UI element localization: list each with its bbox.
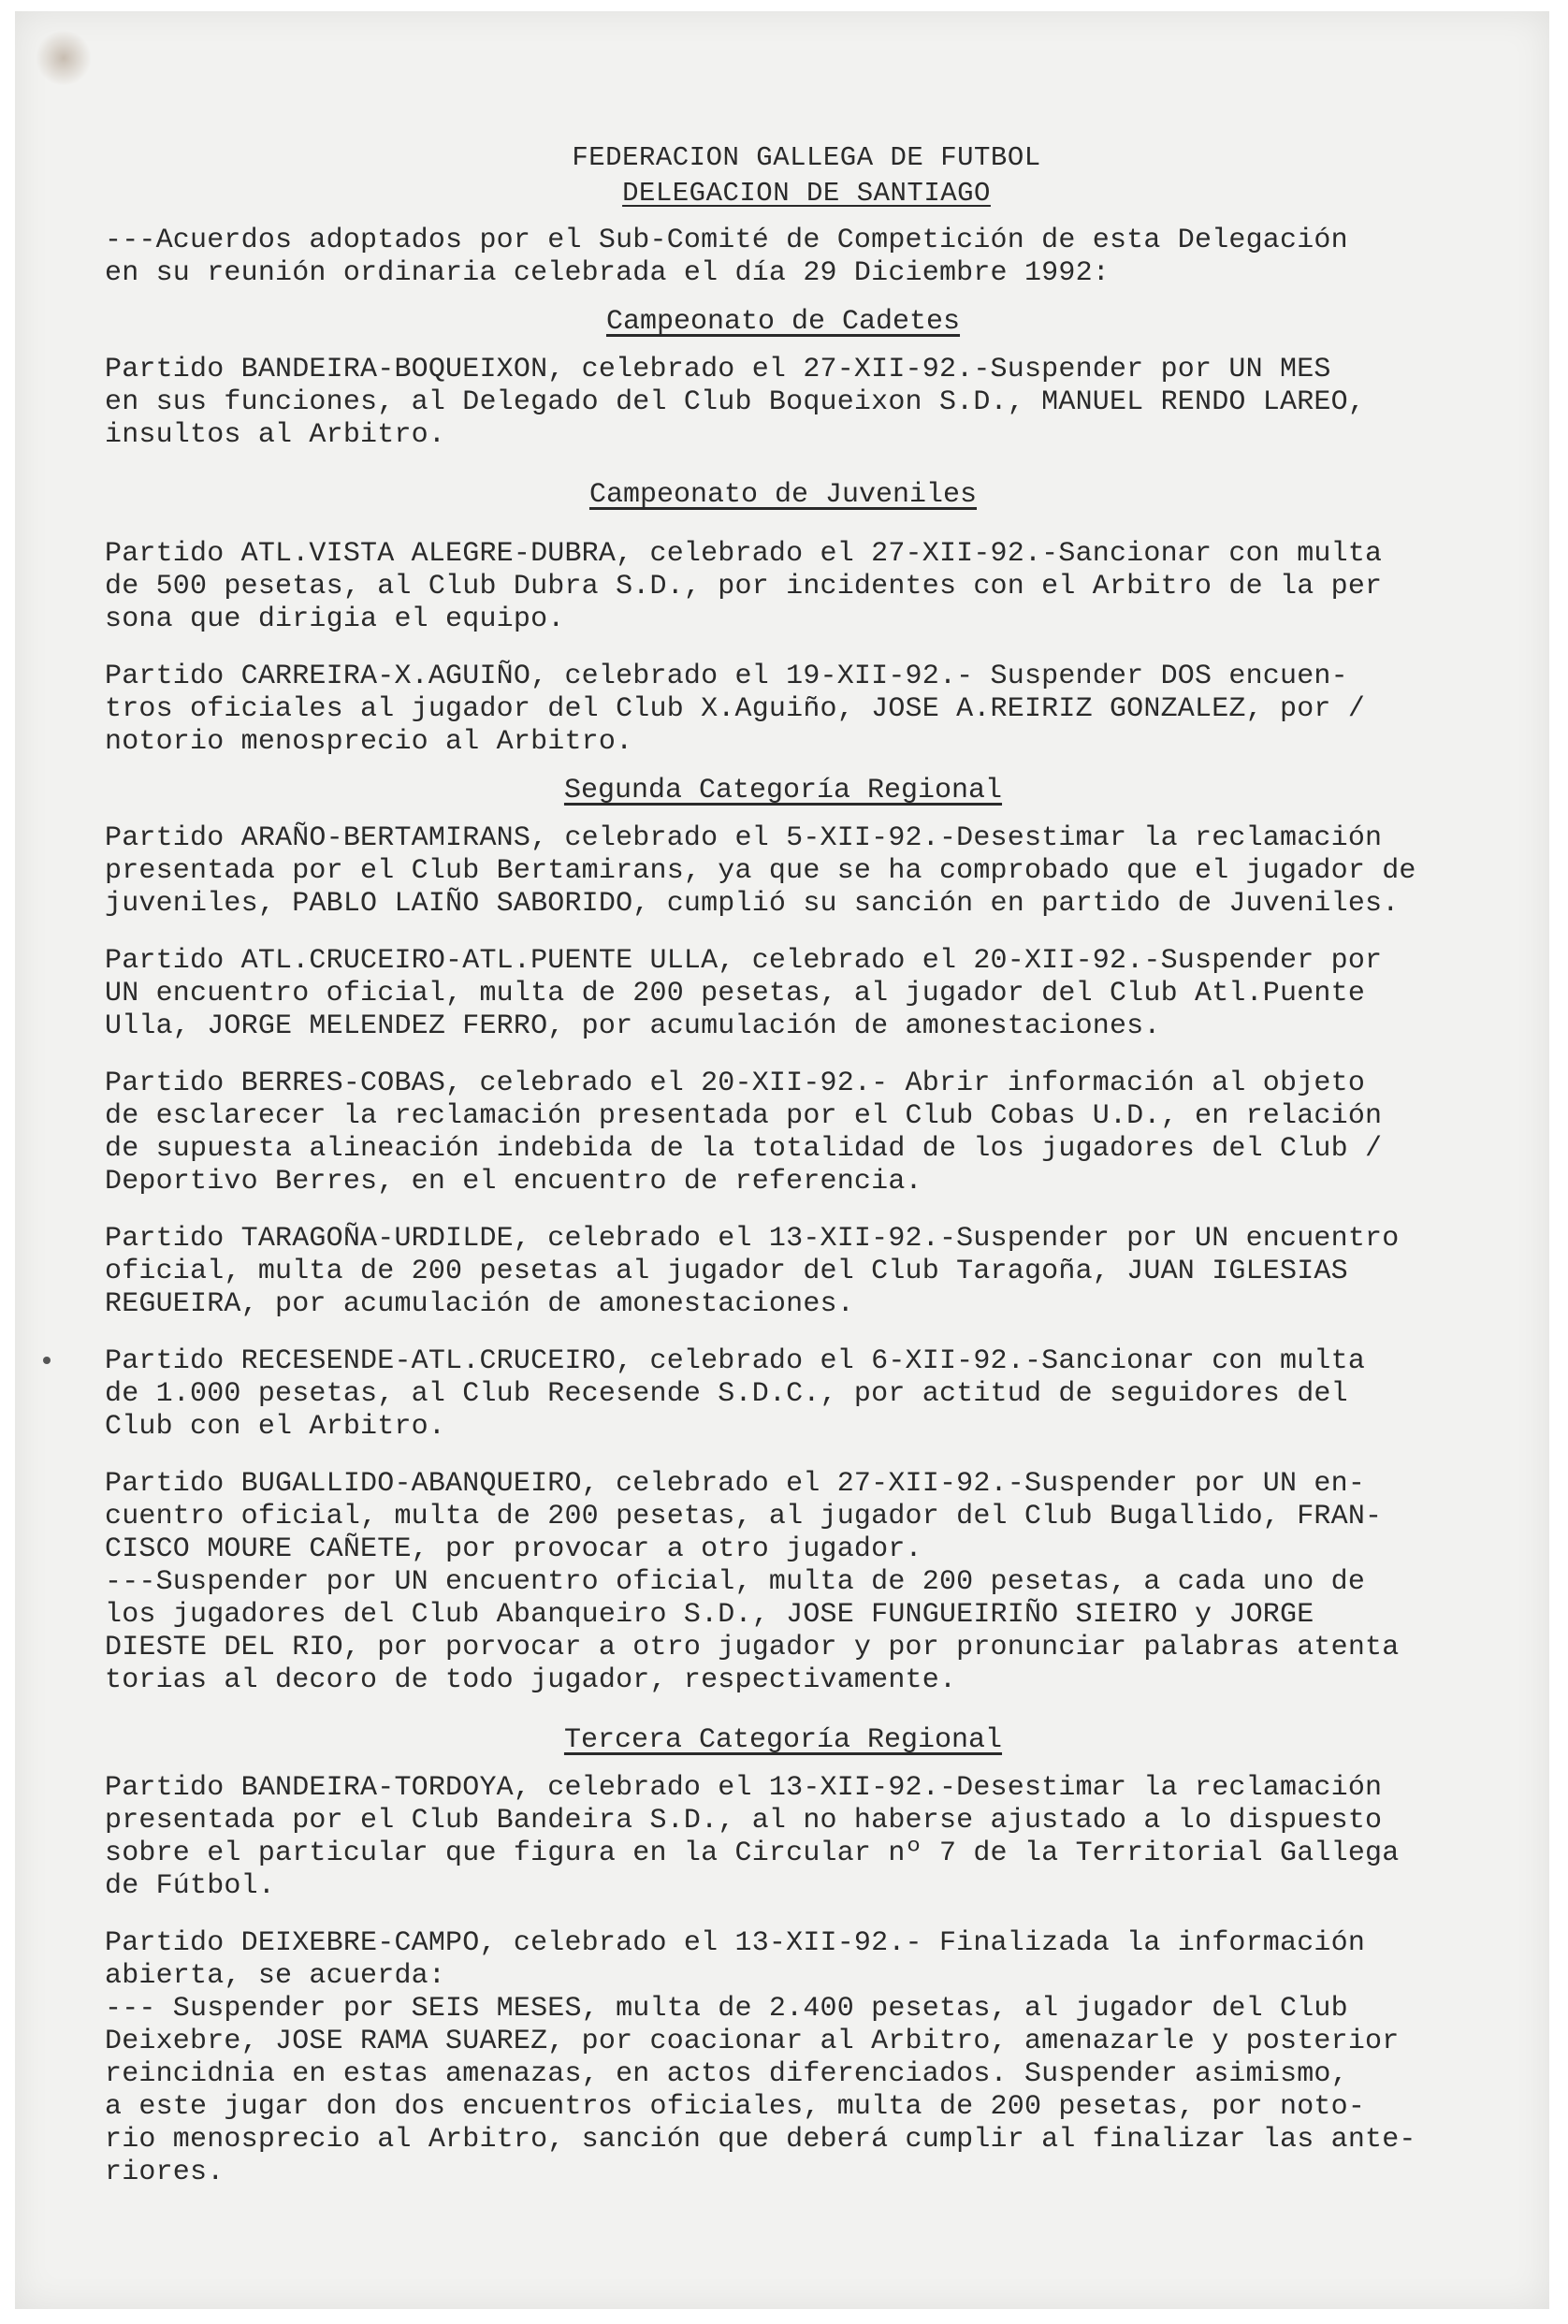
ruling-line: rio menosprecio al Arbitro, sanción que deberá cumplir al finalizar las ante- [105, 2124, 1416, 2156]
ruling-line: notorio menosprecio al Arbitro. [105, 726, 633, 758]
ruling-paragraph [105, 1223, 1564, 1321]
ruling-line: Partido DEIXEBRE-CAMPO, celebrado el 13-XII-92.- Finalizada la información [105, 1927, 1366, 1959]
ruling-line: presentada por el Club Bandeira S.D., al no haberse ajustado a lo dispuesto [105, 1805, 1383, 1837]
ruling-line: de Fútbol. [105, 1870, 276, 1902]
section-heading-juveniles: Campeonato de Juveniles [588, 479, 978, 511]
ruling-line: tros oficiales al jugador del Club X.Aguiño, JOSE A.REIRIZ GONZALEZ, por / [105, 693, 1366, 725]
section-heading-cadetes: Campeonato de Cadetes [605, 306, 961, 338]
ruling-line: Partido ATL.CRUCEIRO-ATL.PUENTE ULLA, celebrado el 20-XII-92.-Suspender por [105, 945, 1383, 977]
header-federation: FEDERACION GALLEGA DE FUTBOL [572, 142, 1041, 173]
ruling-line: de 1.000 pesetas, al Club Recesende S.D.C., por actitud de seguidores del [105, 1378, 1348, 1410]
ruling-line: de supuesta alineación indebida de la totalidad de los jugadores del Club / [105, 1133, 1383, 1165]
ruling-paragraph [105, 1927, 1564, 2189]
document-sheet [15, 11, 1549, 2309]
ruling-line: los jugadores del Club Abanqueiro S.D., JOSE FUNGUEIRIÑO SIEIRO y JORGE [105, 1599, 1314, 1631]
ruling-line: a este jugar don dos encuentros oficiales, multa de 200 pesetas, por noto- [105, 2091, 1366, 2123]
header-delegation: DELEGACION DE SANTIAGO [622, 178, 991, 209]
ruling-line: Partido TARAGOÑA-URDILDE, celebrado el 13-XII-92.-Suspender por UN encuentro [105, 1223, 1400, 1255]
section-heading-segunda: Segunda Categoría Regional [563, 775, 1003, 806]
section-heading-tercera: Tercera Categoría Regional [563, 1724, 1003, 1756]
intro-line: ---Acuerdos adoptados por el Sub-Comité de Competición de esta Delegación [105, 225, 1348, 256]
ruling-line: reincidnia en estas amenazas, en actos diferenciados. Suspender asimismo, [105, 2058, 1348, 2090]
intro-line: en su reunión ordinaria celebrada el día 29 Diciembre 1992: [105, 257, 1110, 289]
ruling-line: en sus funciones, al Delegado del Club Boqueixon S.D., MANUEL RENDO LAREO, [105, 386, 1366, 418]
ruling-line: riores. [105, 2157, 225, 2188]
ruling-line: de esclarecer la reclamación presentada por el Club Cobas U.D., en relación [105, 1100, 1383, 1132]
ruling-line: abierta, se acuerda: [105, 1960, 446, 1992]
ruling-paragraph [105, 1068, 1564, 1198]
ruling-paragraph [105, 661, 1564, 759]
ruling-line: Partido ARAÑO-BERTAMIRANS, celebrado el 5-XII-92.-Desestimar la reclamación [105, 822, 1383, 854]
ruling-paragraph [105, 1772, 1564, 1903]
ruling-line: presentada por el Club Bertamirans, ya que se ha comprobado que el jugador de [105, 855, 1416, 887]
intro-paragraph [105, 225, 1564, 290]
ruling-line: Deixebre, JOSE RAMA SUAREZ, por coacionar al Arbitro, amenazarle y posterior [105, 2026, 1400, 2057]
ruling-line: DIESTE DEL RIO, por porvocar a otro jugador y por pronunciar palabras atenta [105, 1632, 1400, 1663]
ruling-line: ---Suspender por UN encuentro oficial, multa de 200 pesetas, a cada uno de [105, 1566, 1366, 1598]
ruling-line: torias al decoro de todo jugador, respectivamente. [105, 1664, 957, 1696]
ruling-line: oficial, multa de 200 pesetas al jugador del Club Taragoña, JUAN IGLESIAS [105, 1256, 1348, 1287]
ruling-line: CISCO MOURE CAÑETE, por provocar a otro jugador. [105, 1533, 922, 1565]
ruling-line: Partido ATL.VISTA ALEGRE-DUBRA, celebrado el 27-XII-92.-Sancionar con multa [105, 538, 1383, 570]
ruling-line: juveniles, PABLO LAIÑO SABORIDO, cumplió su sanción en partido de Juveniles. [105, 888, 1400, 920]
ruling-line: sobre el particular que figura en la Circular nº 7 de la Territorial Gallega [105, 1837, 1400, 1869]
ruling-line: insultos al Arbitro. [105, 419, 446, 451]
document-header [49, 140, 1564, 211]
ruling-paragraph [105, 1345, 1564, 1444]
ruling-paragraph [105, 1468, 1564, 1697]
corner-stain [36, 30, 92, 86]
document-body [105, 140, 1564, 2189]
ruling-line: Partido BUGALLIDO-ABANQUEIRO, celebrado el 27-XII-92.-Suspender por UN en- [105, 1468, 1366, 1500]
ruling-line: Deportivo Berres, en el encuentro de referencia. [105, 1166, 922, 1198]
ruling-line: UN encuentro oficial, multa de 200 pesetas, al jugador del Club Atl.Puente [105, 978, 1366, 1009]
ruling-line: sona que dirigia el equipo. [105, 603, 565, 635]
ruling-paragraph [105, 945, 1564, 1043]
ruling-line: REGUEIRA, por acumulación de amonestaciones. [105, 1288, 854, 1320]
ruling-paragraph [105, 822, 1564, 921]
ruling-line: --- Suspender por SEIS MESES, multa de 2.400 pesetas, al jugador del Club [105, 1993, 1348, 2025]
ruling-line: Ulla, JORGE MELENDEZ FERRO, por acumulación de amonestaciones. [105, 1010, 1161, 1042]
ruling-paragraph [105, 354, 1564, 452]
ruling-line: Partido RECESENDE-ATL.CRUCEIRO, celebrado el 6-XII-92.-Sancionar con multa [105, 1345, 1366, 1377]
ruling-line: Partido CARREIRA-X.AGUIÑO, celebrado el 19-XII-92.- Suspender DOS encuen- [105, 661, 1348, 692]
ruling-line: cuentro oficial, multa de 200 pesetas, al jugador del Club Bugallido, FRAN- [105, 1501, 1383, 1532]
ruling-line: Partido BANDEIRA-BOQUEIXON, celebrado el 27-XII-92.-Suspender por UN MES [105, 354, 1331, 385]
ruling-line: Partido BERRES-COBAS, celebrado el 20-XII-92.- Abrir información al objeto [105, 1068, 1366, 1099]
ruling-line: Partido BANDEIRA-TORDOYA, celebrado el 13-XII-92.-Desestimar la reclamación [105, 1772, 1383, 1804]
ruling-line: de 500 pesetas, al Club Dubra S.D., por incidentes con el Arbitro de la per [105, 571, 1383, 603]
margin-dot [43, 1357, 51, 1364]
ruling-paragraph [105, 538, 1564, 636]
ruling-line: Club con el Arbitro. [105, 1411, 446, 1443]
